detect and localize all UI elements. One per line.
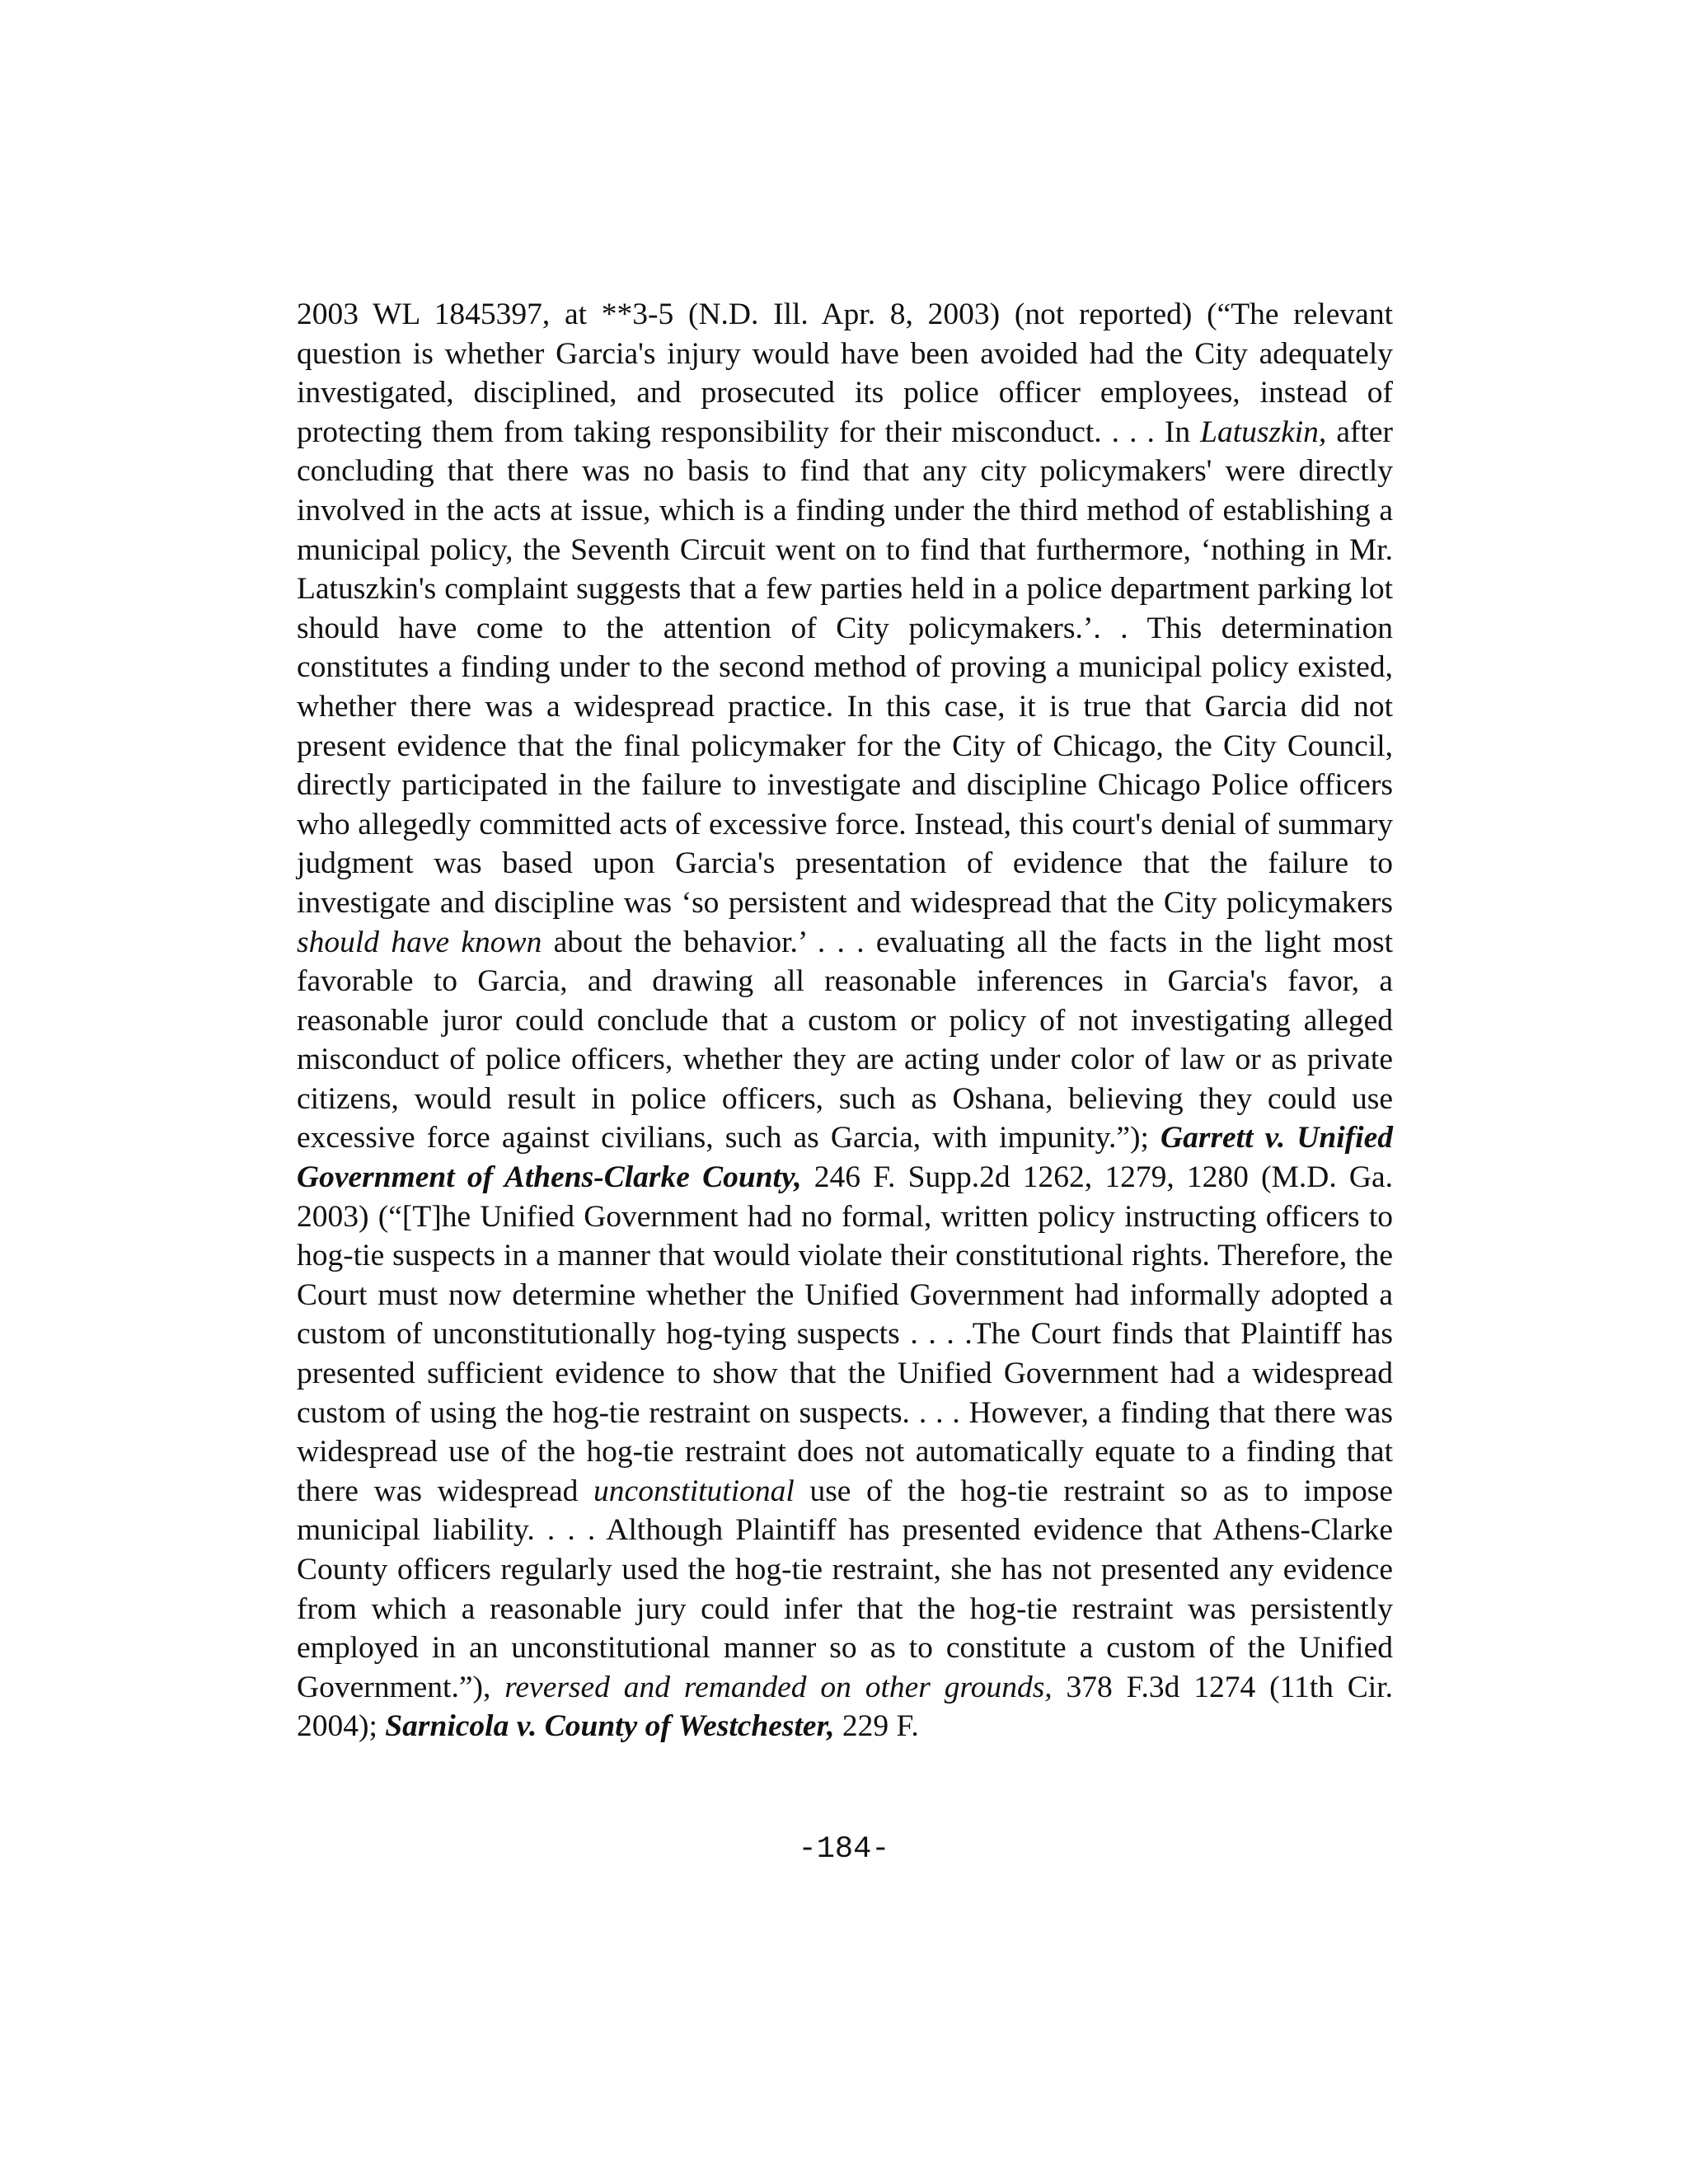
emphasis-italic: should have known xyxy=(297,925,542,959)
text-run: 378 F.3d 1274 (11th Cir. 2004); xyxy=(297,1670,1393,1744)
emphasis-italic: unconstitutional xyxy=(593,1474,795,1508)
case-name-bold-italic: Garrett v. Unified Government of Athens-Clarke County, xyxy=(297,1121,1393,1195)
text-run: use of the hog-tie restraint so as to impose municipal liability. . . . Although Plaintiff has presented evidence that Athens-Clarke County officers regularly used the hog-tie restraint, she has not presented any evidence from which a reasonable jury could infer that the hog-tie restraint was persistently employed in an unconstitutional manner so as to constitute a custom of the Unified Government.”), xyxy=(297,1474,1394,1704)
case-name-bold-italic: Sarnicola v. County of Westchester, xyxy=(385,1709,835,1744)
page-number: -184- xyxy=(798,1832,890,1867)
case-name-italic: Latuszkin, xyxy=(1200,415,1327,449)
subsequent-history-italic: reversed and remanded on other grounds, xyxy=(504,1670,1053,1704)
text-run: after concluding that there was no basis to find that any city policymakers' were directly involved in the acts at issue, which is a finding under the third method of establishing a municipal policy, the Seventh Circuit went on to find that furthermore, ‘nothing in Mr. Latuszkin's complaint suggests that a few parties held in a police department parking lot should have come to the attention of City policymakers.’. . This determination constitutes a finding under to the second method of proving a municipal policy existed, whether there was a widespread practice. In this case, it is true that Garcia did not present evidence that the final policymaker for the City of Chicago, the City Council, directly participated in the failure to investigate and discipline Chicago Police officers who allegedly committed acts of excessive force. Instead, this court's denial of summary judgment was based upon Garcia's presentation of evidence that the failure to investigate and discipline was ‘so persistent and widespread that the City policymakers xyxy=(297,415,1394,920)
text-run: about the behavior.’ . . . evaluating all the facts in the light most favorable to Garcia, and drawing all reasonable inferences in Garcia's favor, a reasonable juror could conclude that a custom or policy of not investigating alleged misconduct of police officers, whether they are acting under color of law or as private citizens, would result in police officers, such as Oshana, believing they could use excessive force against civilians, such as Garcia, with impunity.”); xyxy=(297,925,1393,1155)
body-paragraph xyxy=(297,295,1393,1746)
text-run: 229 F. xyxy=(834,1709,919,1744)
text-run: 2003 WL 1845397, at **3-5 (N.D. Ill. Apr. 8, 2003) (not reported) (“The relevant question is whether Garcia's injury would have been avoided had the City adequately investigated, disciplined, and prosecuted its police officer employees, instead of protecting them from taking responsibility for their misconduct. . . . In xyxy=(297,298,1393,449)
text-run: 246 F. Supp.2d 1262, 1279, 1280 (M.D. Ga. 2003) (“[T]he Unified Government had no formal, written policy instructing officers to hog-tie suspects in a manner that would violate their constitutional rights. Therefore, the Court must now determine whether the Unified Government had informally adopted a custom of unconstitutionally hog-tying suspects . . . .The Court finds that Plaintiff has presented sufficient evidence to show that the Unified Government had a widespread custom of using the hog-tie restraint on suspects. . . . However, a finding that there was widespread use of the hog-tie restraint does not automatically equate to a finding that there was widespread xyxy=(297,1160,1393,1508)
